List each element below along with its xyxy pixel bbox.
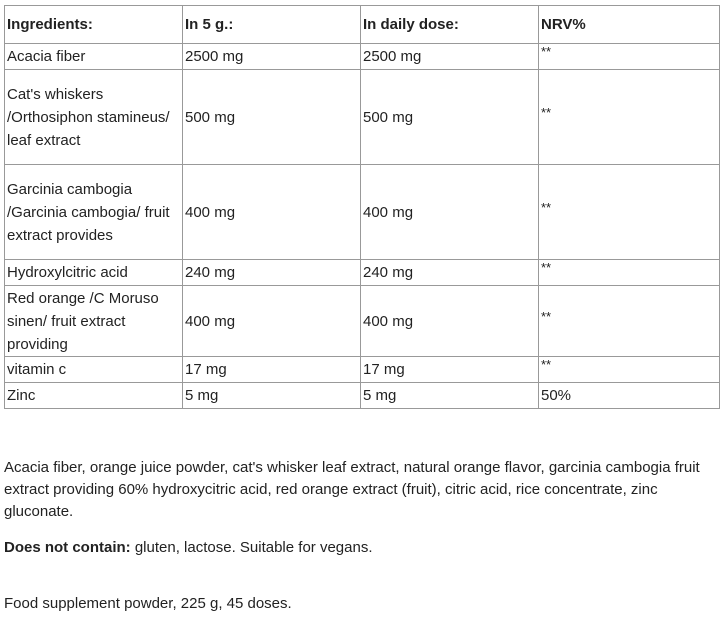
header-nrv: NRV% (539, 6, 720, 44)
amount-in-5g: 17 mg (183, 357, 361, 383)
header-in-5g: In 5 g.: (183, 6, 361, 44)
table-row (5, 165, 720, 260)
ingredient-name: Zinc (5, 383, 183, 409)
table-row (5, 260, 720, 286)
amount-in-5g: 5 mg (183, 383, 361, 409)
nrv-text: 50% (541, 387, 572, 404)
amount-in-5g: 500 mg (183, 70, 361, 165)
nrv-text: ** (541, 104, 552, 120)
nrv-value (539, 357, 720, 383)
header-ingredients: Ingredients: (5, 6, 183, 44)
free-from-text (4, 537, 716, 559)
nrv-text: ** (541, 199, 552, 215)
amount-in-5g: 400 mg (183, 286, 361, 357)
nrv-value (539, 383, 720, 409)
ingredient-name: Acacia fiber (5, 44, 183, 70)
nrv-value (539, 260, 720, 286)
amount-daily: 17 mg (361, 357, 539, 383)
ingredient-name: Garcinia cambogia /Garcinia cambogia/ fruit extract provides (5, 165, 183, 260)
nrv-value (539, 165, 720, 260)
table-row (5, 383, 720, 409)
ingredient-name: vitamin c (5, 357, 183, 383)
package-text: Food supplement powder, 225 g, 45 doses. (4, 595, 292, 612)
nrv-text: ** (541, 44, 552, 59)
nrv-text: ** (541, 308, 552, 324)
nrv-value (539, 286, 720, 357)
table-row (5, 70, 720, 165)
amount-daily: 500 mg (361, 70, 539, 165)
amount-in-5g: 2500 mg (183, 44, 361, 70)
header-daily-dose: In daily dose: (361, 6, 539, 44)
amount-daily: 2500 mg (361, 44, 539, 70)
nrv-value (539, 70, 720, 165)
amount-in-5g: 240 mg (183, 260, 361, 286)
amount-daily: 240 mg (361, 260, 539, 286)
nrv-text: ** (541, 260, 552, 275)
ingredient-name: Hydroxylcitric acid (5, 260, 183, 286)
amount-daily: 400 mg (361, 286, 539, 357)
nrv-text: ** (541, 357, 552, 372)
ingredient-name: Cat's whiskers /Orthosiphon stamineus/ leaf extract (5, 70, 183, 165)
amount-daily: 400 mg (361, 165, 539, 260)
amount-in-5g: 400 mg (183, 165, 361, 260)
amount-daily: 5 mg (361, 383, 539, 409)
ingredient-name: Red orange /C Moruso sinen/ fruit extract providing (5, 286, 183, 357)
free-from-value: gluten, lactose. Suitable for vegans. (130, 539, 373, 556)
nrv-value (539, 44, 720, 70)
table-row (5, 357, 720, 383)
composition-text: Acacia fiber, orange juice powder, cat's whisker leaf extract, natural orange flavor, garcinia cambogia fruit extract providing 60% hydroxycitric acid, red orange extract (fruit), citric acid, rice concentrate, zinc gluconate. (4, 459, 700, 520)
ingredients-table (4, 5, 720, 409)
table-row (5, 44, 720, 70)
free-from-label: Does not contain: (4, 539, 131, 556)
table-row (5, 286, 720, 357)
table-header-row (5, 6, 720, 44)
